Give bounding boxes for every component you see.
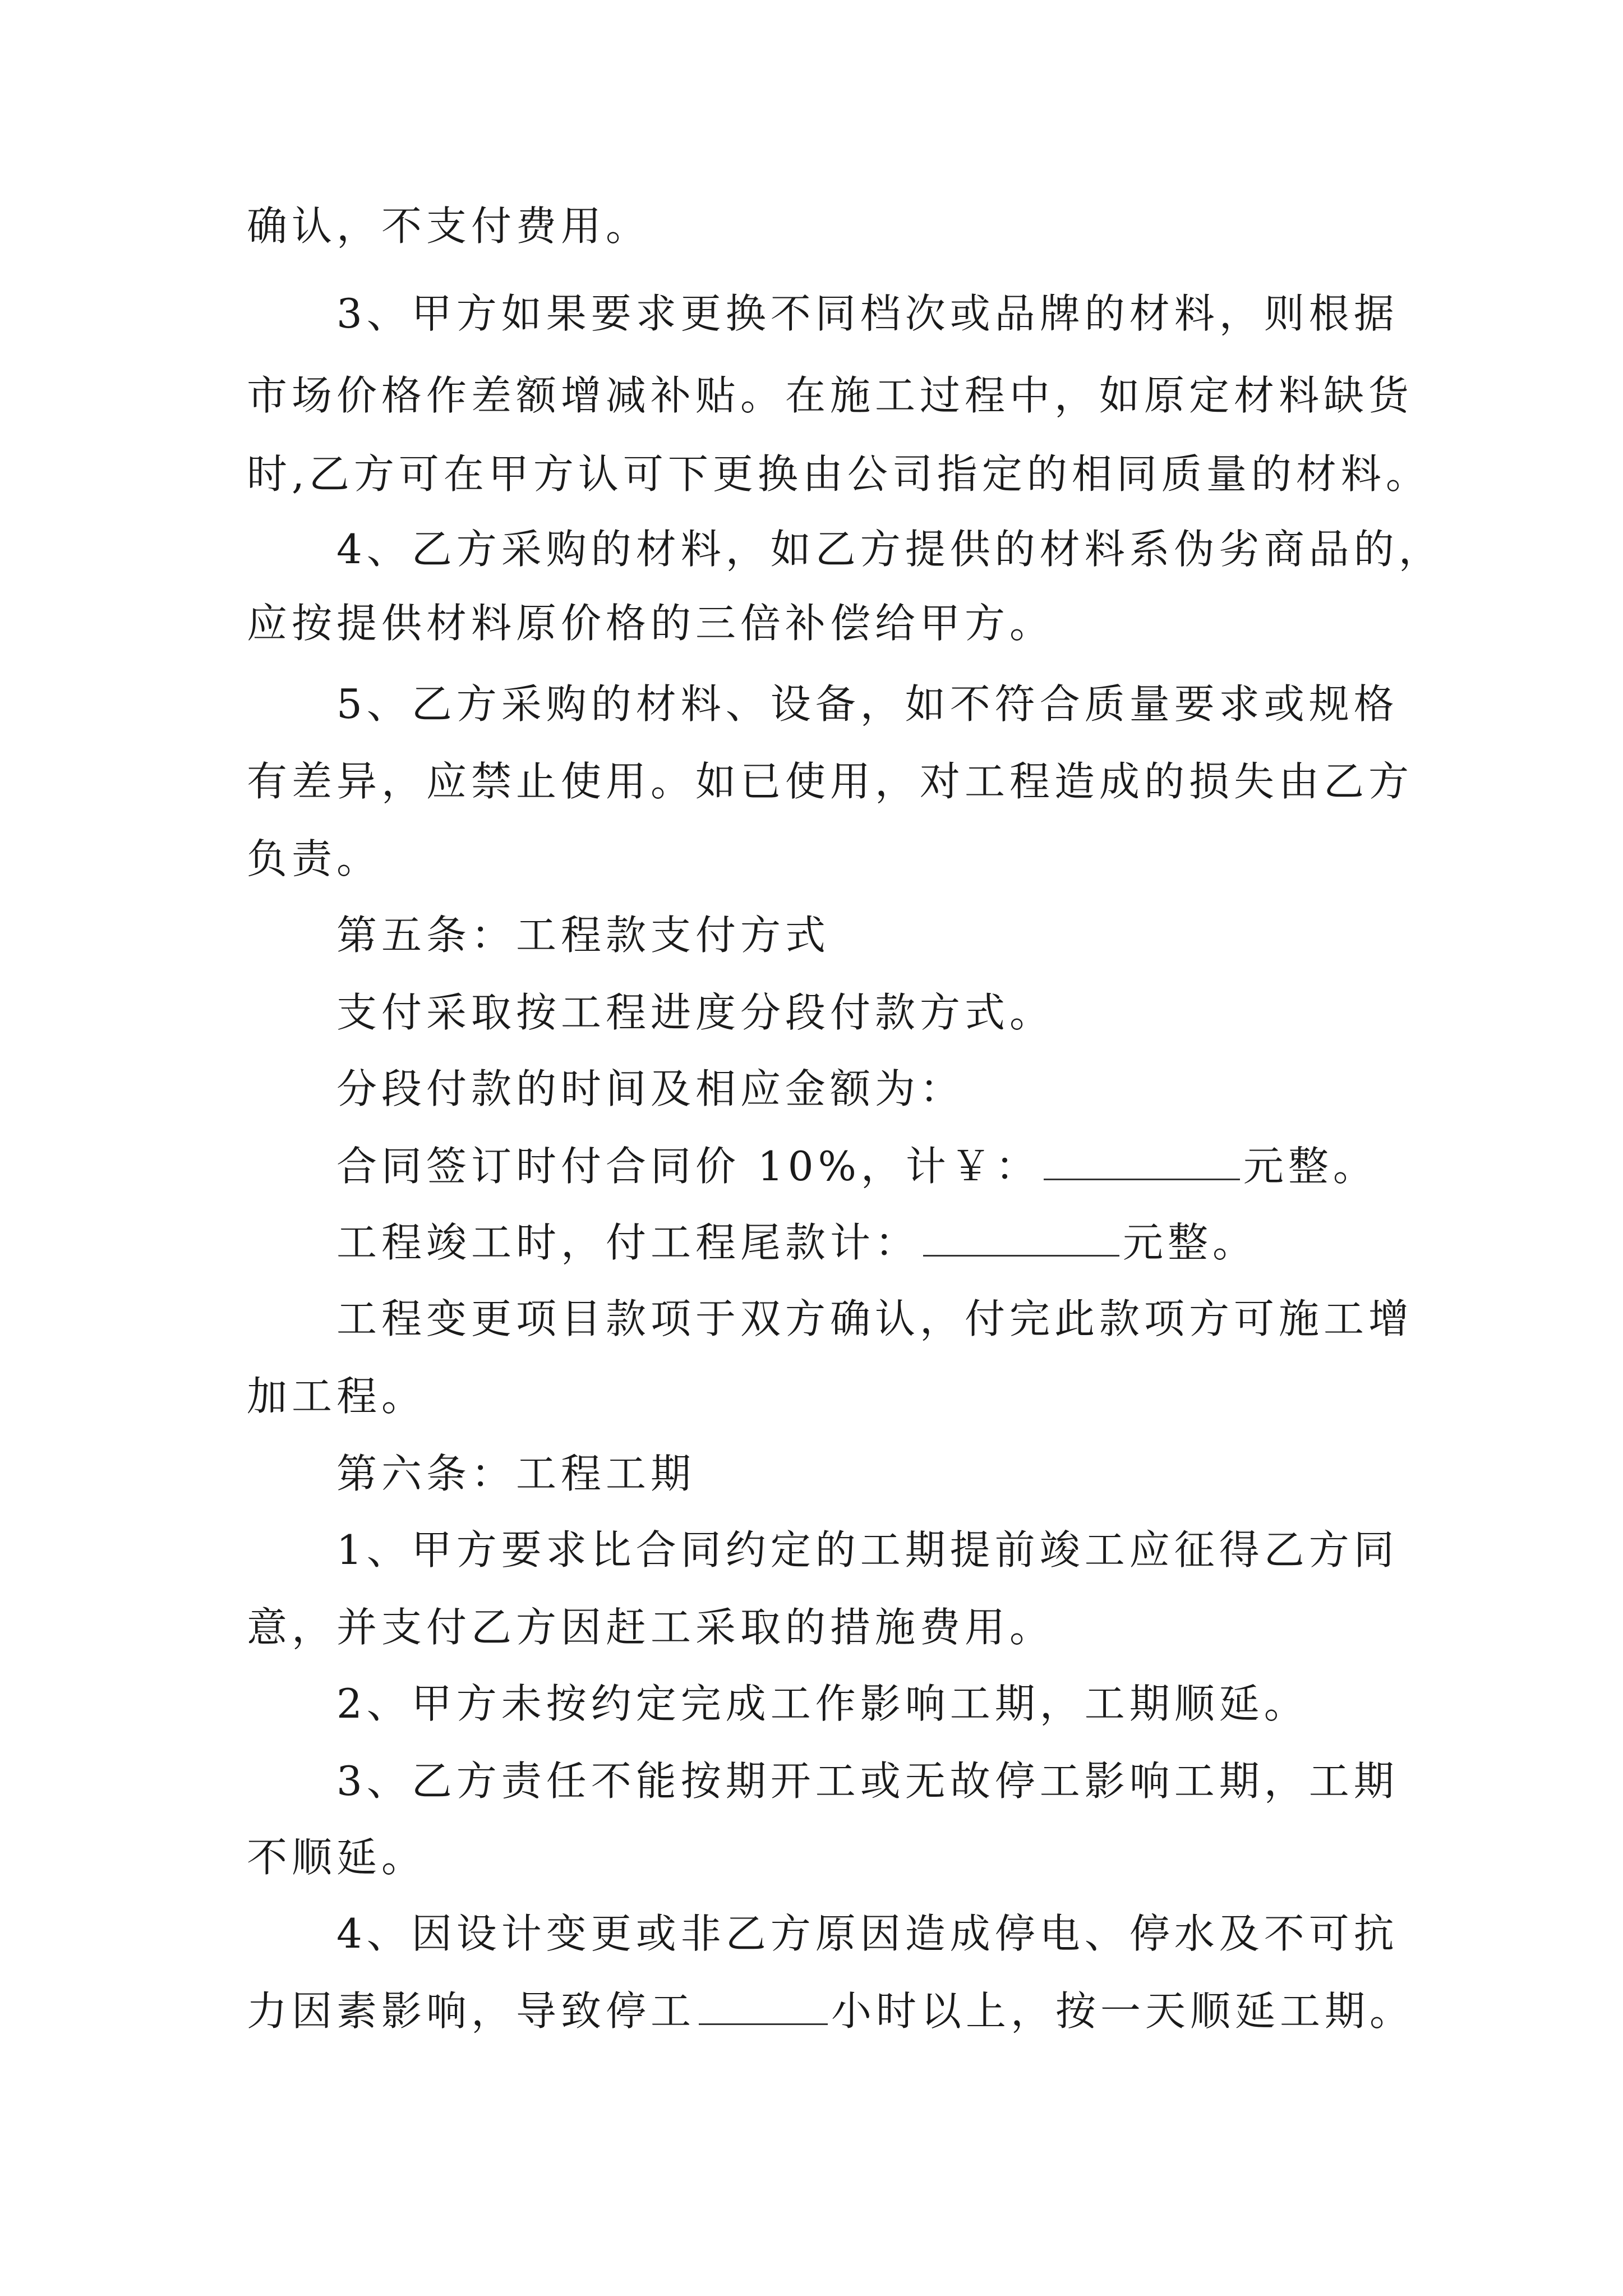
text-line <box>336 524 1444 574</box>
line-text: 不顺延。 <box>247 1834 427 1881</box>
text-line <box>336 1141 1378 1191</box>
line-text: 合同签订时付合同价 10%，计￥： <box>336 1143 1040 1190</box>
line-text: 4、乙方采购的材料，如乙方提供的材料系伪劣商品的， <box>336 526 1444 573</box>
text-line <box>247 1986 1414 2036</box>
line-text: 2、甲方未按约定完成工作影响工期，工期顺延。 <box>336 1680 1309 1727</box>
text-line <box>247 598 1054 648</box>
line-text: 应按提供材料原价格的三倍补偿给甲方。 <box>247 600 1055 647</box>
line-text: 支付采取按工程进度分段付款方式。 <box>336 989 1055 1036</box>
hours-blank <box>699 1989 828 2025</box>
text-line <box>336 987 1054 1038</box>
text-line <box>247 1371 426 1421</box>
line-text: 工程竣工时，付工程尾款计： <box>336 1219 920 1266</box>
line-text: 第六条：工程工期 <box>336 1450 696 1497</box>
text-line <box>336 1217 1257 1268</box>
line-text: 小时以上，按一天顺延工期。 <box>831 1987 1415 2035</box>
line-text: 有差异，应禁止使用。如已使用，对工程造成的损失由乙方 <box>247 758 1414 805</box>
line-text: 分段付款的时间及相应金额为： <box>336 1065 965 1112</box>
line-text: 力因素影响，导致停工 <box>247 1987 696 2035</box>
line-text: 4、因设计变更或非乙方原因造成停电、停水及不可抗 <box>336 1910 1399 1957</box>
text-line <box>247 449 1431 499</box>
section-heading <box>336 1448 695 1499</box>
text-line <box>336 1756 1399 1806</box>
line-text: 加工程。 <box>247 1373 427 1420</box>
line-text: 意，并支付乙方因赶工采取的措施费用。 <box>247 1604 1055 1651</box>
text-line <box>336 679 1399 729</box>
section-heading <box>336 910 830 960</box>
line-text: 元整。 <box>1123 1219 1258 1266</box>
text-line <box>247 370 1413 421</box>
line-text: 5、乙方采购的材料、设备，如不符合质量要求或规格 <box>336 680 1399 728</box>
line-text: 3、甲方如果要求更换不同档次或品牌的材料，则根据 <box>336 290 1399 337</box>
line-text: 第五条：工程款支付方式 <box>336 912 831 959</box>
text-line <box>247 201 651 251</box>
text-line <box>336 1525 1399 1575</box>
amount-blank <box>923 1220 1119 1257</box>
line-text: 元整。 <box>1243 1143 1378 1190</box>
text-line <box>336 1678 1309 1729</box>
line-text: 负责。 <box>247 835 382 882</box>
text-line <box>247 1602 1054 1653</box>
text-line <box>336 1908 1399 1959</box>
line-text: 工程变更项目款项于双方确认，付完此款项方可施工增 <box>336 1295 1414 1342</box>
text-line <box>247 1832 426 1883</box>
line-text: 时,乙方可在甲方认可下更换由公司指定的相同质量的材料。 <box>247 450 1431 498</box>
line-text: 市场价格作差额增减补贴。在施工过程中，如原定材料缺货 <box>247 372 1414 419</box>
text-line <box>336 1064 965 1114</box>
text-line <box>336 288 1399 339</box>
line-text: 确认，不支付费用。 <box>247 203 651 250</box>
text-line <box>247 756 1413 807</box>
line-text: 3、乙方责任不能按期开工或无故停工影响工期，工期 <box>336 1757 1399 1805</box>
amount-blank <box>1044 1144 1240 1180</box>
text-line <box>336 1294 1413 1344</box>
line-text: 1、甲方要求比合同约定的工期提前竣工应征得乙方同 <box>336 1526 1399 1573</box>
text-line <box>247 834 381 884</box>
